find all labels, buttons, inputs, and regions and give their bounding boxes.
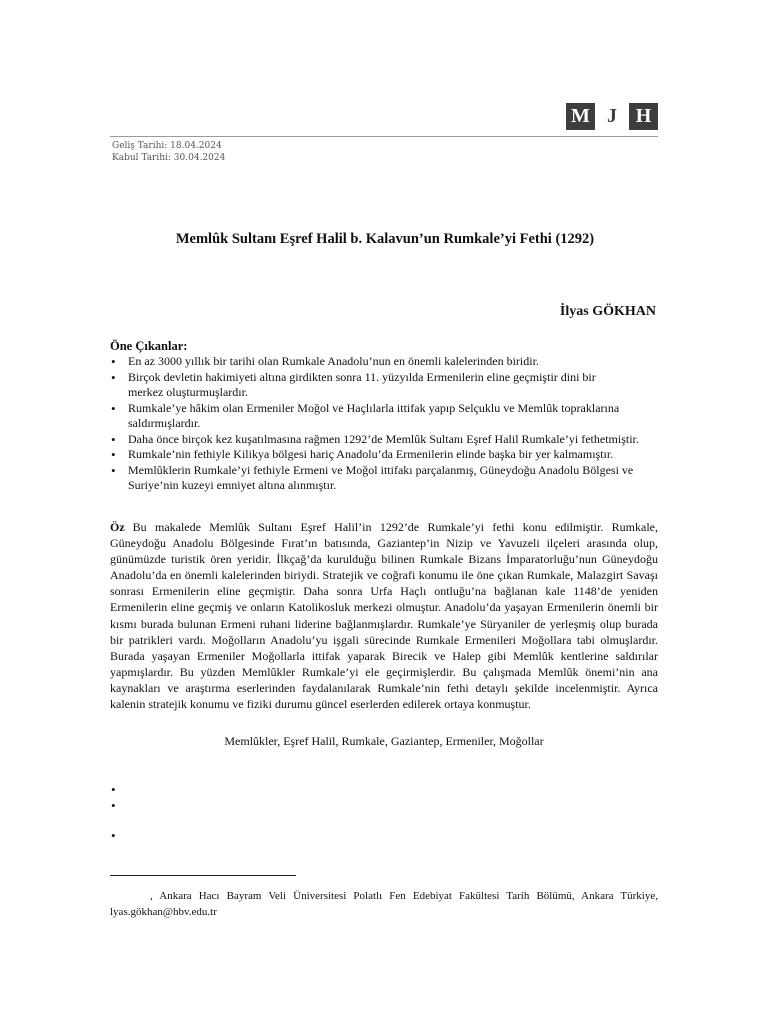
author-name: İlyas GÖKHAN [559, 304, 656, 319]
author-footnote: , Ankara Hacı Bayram Veli Üniversitesi Polatlı Fen Edebiyat Fakültesi Tarih Bölümü, Ankara Türkiye, lyas.gökhan@hbv.edu.tr [110, 890, 658, 918]
submission-dates [112, 140, 225, 164]
logo-letter-m: M [566, 103, 595, 130]
logo-letter-h: H [629, 103, 658, 130]
highlight-item: • Rumkale’ye hâkim olan Ermeniler Moğol ve Haçlılarla ittifak yapıp Selçuklu ve Memlûk topraklarına saldırmışlardır. [110, 401, 660, 432]
highlights-heading: Öne Çıkanlar: [110, 339, 188, 353]
footnote-rule [110, 875, 296, 876]
highlight-item: • En az 3000 yıllık bir tarihi olan Rumkale Anadolu’nun en önemli kalelerinden biridir. [110, 354, 660, 370]
keywords: Memlûkler, Eşref Halil, Rumkale, Gaziantep, Ermeniler, Moğollar [224, 734, 544, 748]
abstract-text: Bu makalede Memlûk Sultanı Eşref Halil’in 1292’de Rumkale’yi fethi konu edilmiştir. Rumkale, Güneydoğu Anadolu Bölgesinde Fırat’ın batısında, Gaziantep’in Nizip ve Yavuzeli ilçeleri arasında olup, günümüzde turistik ören yeridir. İlkçağ’da kurulduğu bilinen Rumkale Bizans İmparatorluğu’nun Güneydoğu Anadolu’da en önemli kalelerinden biriydi. Stratejik ve coğrafi konumu ile öne çıkan Rumkale, Malazgirt Savaşı sonrası Ermenilerin eline geçmiştir. Daha sonra Urfa Haçlı ontluğu’na bağlanan kale 1148’de yeniden Ermenilerin eline geçmiş ve onların Katolikosluk merkezi olmuştur. Anadolu’da yaşayan Ermenilerin önemli bir kısmı burada bulunan Ermeni ruhani liderine bağlanmışlardır. Rumkale’ye Süryaniler de yerleşmiş olup burada bir patrikleri vardı. Moğolların Anadolu’yu işgali sürecinde Rumkale Ermenileri Moğollara tabi olmuşlardır. Burada yaşayan Ermeniler Moğollarla ittifak yaparak Birecik ve Halep gibi Memlûk kentlerine saldırılar yapmışlardır. Bu yüzden Memlûkler Rumkale’yi ele geçirmişlerdir. Bu çalışmada Memlûk önemi’nin ana kaynakları ve araştırma eserlerinden faydalanılarak Rumkale’nin fethi detaylı şekilde incelenmiştir. Ayrıca kalenin stratejik konumu ve fiziki durumu güncel eserlerden edilerek ortaya konmuştur. [110, 520, 658, 712]
abstract [110, 519, 658, 712]
highlight-item: • Birçok devletin hakimiyeti altına girdikten sonra 11. yüzyılda Ermenilerin eline geçmiştir dini bir merkez oluşturmuşlardır. [110, 370, 660, 401]
highlight-item: • Rumkale’nin fethiyle Kilikya bölgesi hariç Anadolu’da Ermenilerin elinde başka bir yer kalmamıştır. [110, 447, 660, 463]
journal-logo [566, 103, 658, 130]
logo-letter-j: J [607, 105, 617, 127]
empty-bullet: • [111, 782, 116, 797]
empty-bullet: • [111, 798, 116, 813]
highlights-list [110, 354, 660, 494]
empty-bullet: • [111, 828, 116, 843]
abstract-label: Öz [110, 520, 125, 534]
highlight-item: • Daha önce birçok kez kuşatılmasına rağmen 1292’de Memlûk Sultanı Eşref Halil Rumkale’yi fethetmiştir. [110, 432, 660, 448]
header-rule [110, 136, 658, 137]
accepted-date: Kabul Tarihi: 30.04.2024 [112, 153, 226, 163]
received-date: Geliş Tarihi: 18.04.2024 [112, 141, 222, 151]
article-title: Memlûk Sultanı Eşref Halil b. Kalavun’un Rumkale’yi Fethi (1292) [175, 231, 595, 247]
highlight-item: • Memlûklerin Rumkale’yi fethiyle Ermeni ve Moğol ittifakı parçalanmış, Güneydoğu Anadolu Bölgesi ve Suriye’nin kuzeyi emniyet altına alınmıştır. [110, 463, 660, 494]
